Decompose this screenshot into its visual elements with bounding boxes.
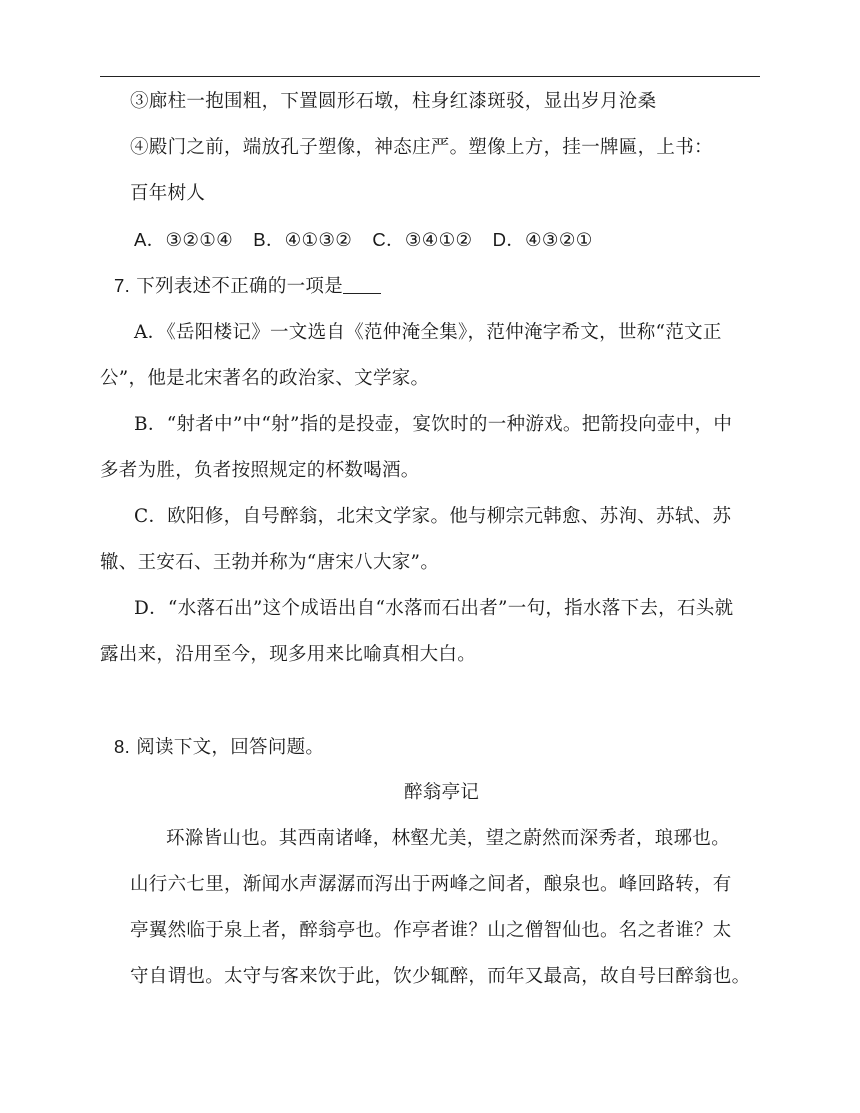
q7-stem: 下列表述不正确的一项是 — [136, 276, 344, 297]
q6-option-c[interactable]: C．③④①② — [372, 229, 473, 251]
passage-line-2: 山行六七里，渐闻水声潺潺而泻出于两峰之间者，酿泉也。峰回路转，有 — [130, 874, 732, 895]
q7-question — [114, 274, 381, 299]
q6-option-d[interactable]: D．④③②① — [492, 229, 593, 251]
q6-options — [134, 228, 607, 253]
passage-title: 醉翁亭记 — [404, 782, 480, 803]
q6-option-a[interactable]: A．③②①④ — [134, 229, 233, 251]
q6-item-4-line2: 百年树人 — [130, 183, 206, 204]
q7-option-a-line1: A．《岳阳楼记》一文选自《范仲淹全集》，范仲淹字希文，世称“范文正 — [134, 322, 722, 343]
q6-item-3: ③廊柱一抱围粗，下置圆形石墩，柱身红漆斑驳，显出岁月沧桑 — [130, 91, 657, 112]
header-rule — [100, 76, 760, 77]
q8-question — [114, 735, 324, 760]
passage-line-4: 守自谓也。太守与客来饮于此，饮少辄醉，而年又最高，故自号曰醉翁也。 — [130, 966, 751, 987]
q7-option-b-line1: B．“射者中”中“射”指的是投壶，宴饮时的一种游戏。把箭投向壶中，中 — [134, 414, 733, 435]
q7-option-a-line2: 公”，他是北宋著名的政治家、文学家。 — [100, 368, 430, 389]
q7-number: 7. — [114, 275, 131, 296]
passage-line-1: 环滁皆山也。其西南诸峰，林壑尤美，望之蔚然而深秀者，琅琊也。 — [166, 828, 731, 849]
q6-item-4-line1: ④殿门之前，端放孔子塑像，神态庄严。塑像上方，挂一牌匾，上书： — [130, 137, 713, 158]
q6-option-b[interactable]: B．④①③② — [253, 229, 353, 251]
q7-option-c-line1: C．欧阳修，自号醉翁，北宋文学家。他与柳宗元韩愈、苏洵、苏轼、苏 — [134, 506, 732, 527]
q7-option-d-line2: 露出来，沿用至今，现多用来比喻真相大白。 — [100, 644, 477, 665]
q8-stem: 阅读下文，回答问题。 — [136, 737, 325, 758]
q7-answer-blank[interactable] — [343, 275, 381, 294]
q8-number: 8. — [114, 736, 131, 757]
q7-option-c-line2: 辙、王安石、王勃并称为“唐宋八大家”。 — [100, 552, 440, 573]
q7-option-b-line2: 多者为胜，负者按照规定的杯数喝酒。 — [100, 460, 420, 481]
passage-line-3: 亭翼然临于泉上者，醉翁亭也。作亭者谁？山之僧智仙也。名之者谁？太 — [130, 920, 732, 941]
q7-option-d-line1: D．“水落石出”这个成语出自“水落而石出者”一句，指水落下去，石头就 — [134, 598, 734, 619]
